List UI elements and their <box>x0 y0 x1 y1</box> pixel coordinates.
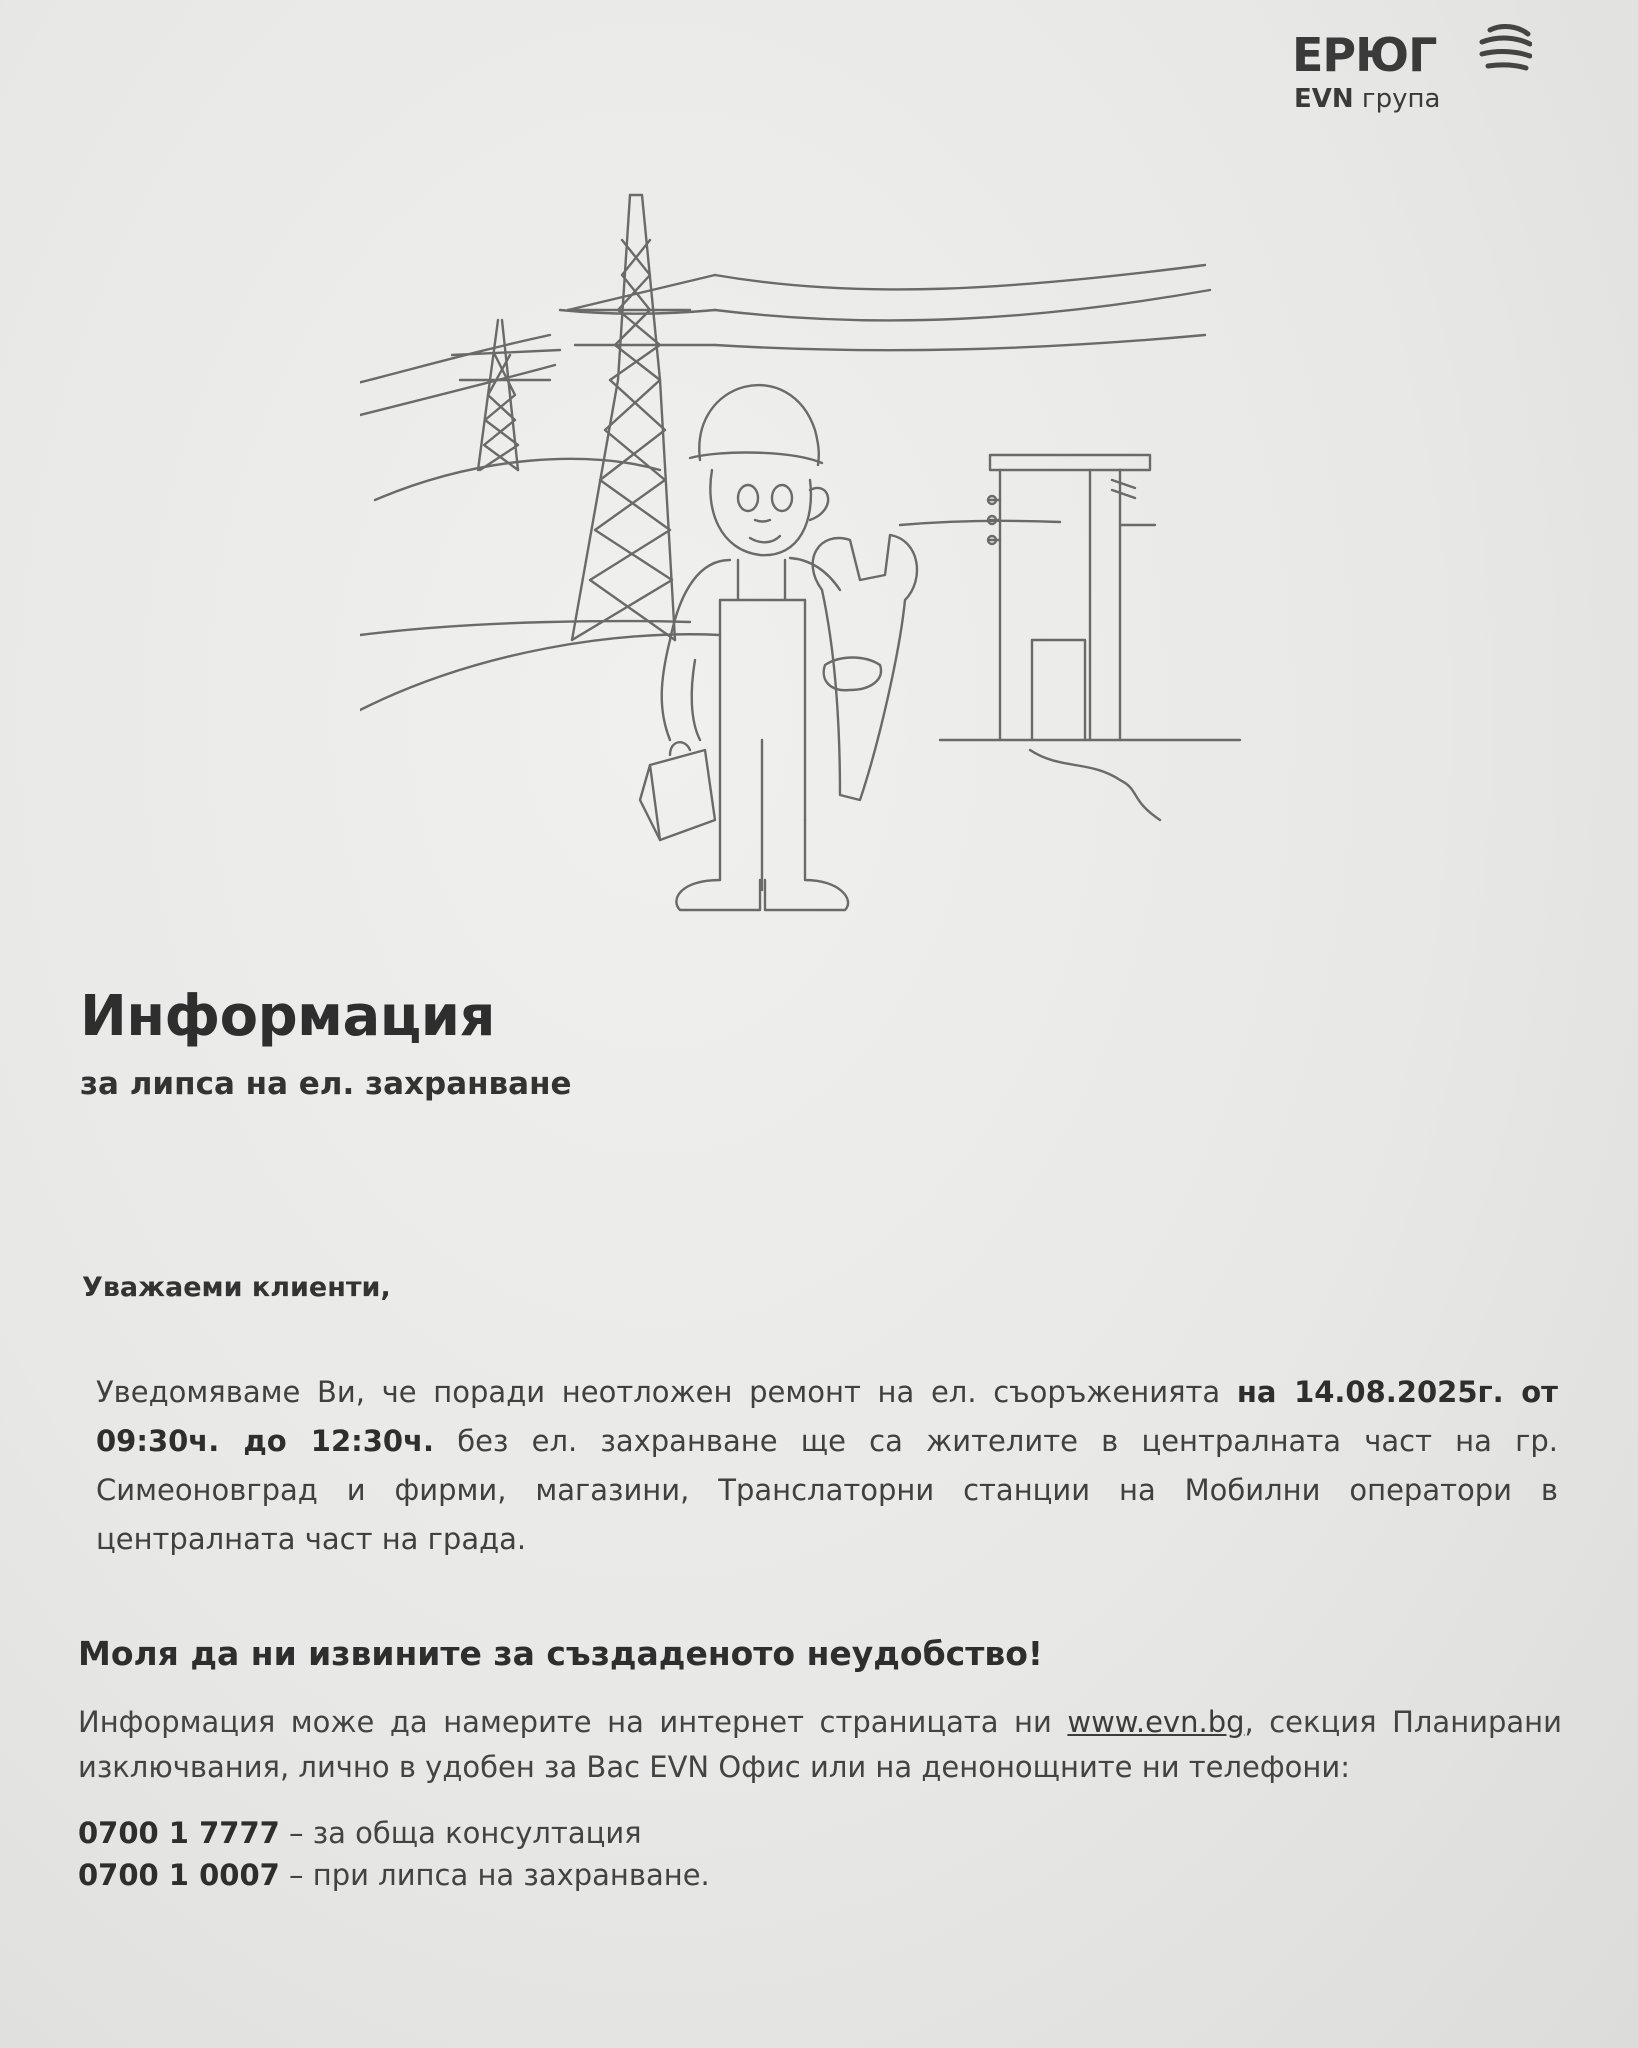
website-link[interactable]: www.evn.bg <box>1067 1705 1245 1739</box>
phone-line <box>78 1858 710 1892</box>
company-logo <box>1292 24 1532 120</box>
hill-line <box>900 521 1060 525</box>
hill-line <box>360 634 720 710</box>
worker-figure <box>640 385 917 910</box>
info-after-link: , секция Планирани изключвания, лично в удобен за Вас EVN Офис или на денонощните ни телефони: <box>78 1705 1562 1784</box>
power-line <box>715 290 1210 320</box>
power-line <box>715 335 1205 350</box>
page-title: Информация <box>80 984 495 1049</box>
notice-date-time: на 14.08.2025г. от 09:30ч. до 12:30ч. <box>96 1375 1558 1458</box>
logo-brand-text: ЕРЮГ <box>1292 28 1437 82</box>
phone-number[interactable]: 0700 1 7777 <box>78 1816 280 1850</box>
notice-intro: Уведомяваме Ви, че поради неотложен ремонт на ел. съоръженията <box>96 1375 1237 1409</box>
phone-description: – при липса на захранване. <box>279 1858 710 1892</box>
info-paragraph <box>78 1700 1562 1790</box>
evn-stripes-icon <box>1476 24 1532 76</box>
power-line <box>360 335 550 390</box>
hill-line <box>360 621 690 635</box>
power-line <box>715 265 1205 289</box>
phone-line <box>78 1816 642 1850</box>
transmission-tower-small <box>452 320 560 470</box>
notice-rest: без ел. захранване ще са жителите в централната част на гр. Симеоновград и фирми, магазини, Транслаторни станции на Мобилни оператори в централната част на града. <box>96 1424 1558 1556</box>
logo-group-suffix: група <box>1361 84 1441 114</box>
greeting: Уважаеми клиенти, <box>82 1272 391 1303</box>
transmission-tower-large <box>568 195 715 640</box>
info-before-link: Информация може да намерите на интернет страницата ни <box>78 1705 1068 1739</box>
apology-heading: Моля да ни извините за създаденото неудобство! <box>78 1634 1043 1673</box>
logo-group-text <box>1294 86 1440 112</box>
power-line <box>360 365 555 420</box>
notice-paragraph <box>96 1368 1558 1564</box>
phone-number[interactable]: 0700 1 0007 <box>78 1858 280 1892</box>
substation-building <box>988 455 1155 740</box>
electrician-worker-illustration <box>360 180 1260 950</box>
ground-line <box>1030 750 1160 820</box>
phone-list <box>78 1812 710 1896</box>
page-subtitle: за липса на ел. захранване <box>80 1066 572 1102</box>
phone-description: – за обща консултация <box>279 1816 642 1850</box>
logo-group-prefix: EVN <box>1294 84 1354 114</box>
